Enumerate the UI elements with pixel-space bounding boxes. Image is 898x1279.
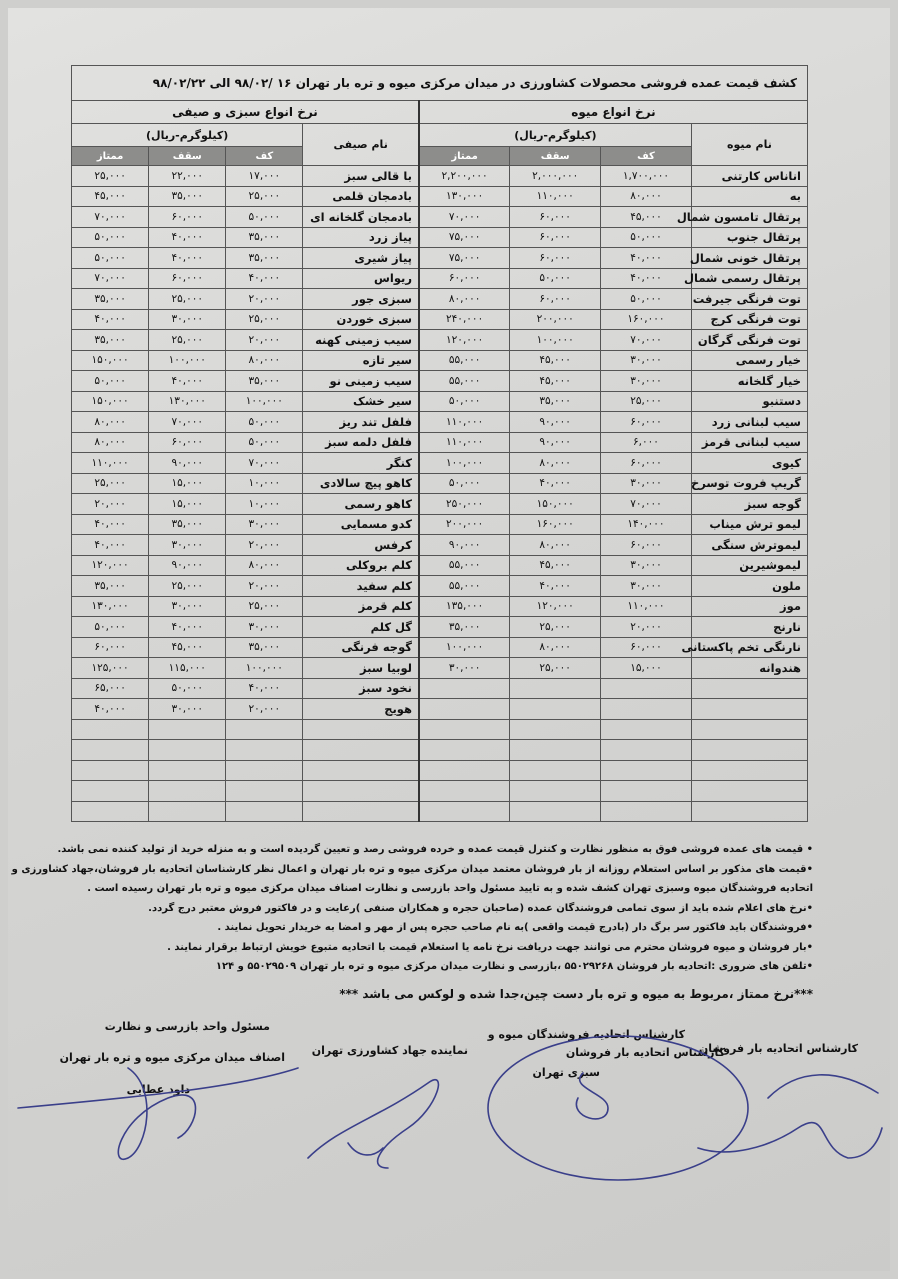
fruit-name: ملون bbox=[691, 576, 807, 597]
fruit-price-premium: ۲۴۰,۰۰۰ bbox=[419, 309, 510, 330]
fruit-price-low: ۶۰,۰۰۰ bbox=[601, 637, 692, 658]
fruit-price-low: ۲۰,۰۰۰ bbox=[601, 617, 692, 638]
fruit-price-low: ۵۰,۰۰۰ bbox=[601, 227, 692, 248]
fruit-price-premium: ۳۰,۰۰۰ bbox=[419, 658, 510, 679]
veg-name: گوجه فرنگی bbox=[303, 637, 419, 658]
veg-name-header: نام صیفی bbox=[303, 124, 419, 166]
fruit-price-high: ۲۵,۰۰۰ bbox=[510, 617, 601, 638]
veg-price-premium: ۴۰,۰۰۰ bbox=[72, 309, 149, 330]
fruit-price-high: ۴۵,۰۰۰ bbox=[510, 555, 601, 576]
veg-price-premium: ۵۰,۰۰۰ bbox=[72, 617, 149, 638]
fruit-price-low: ۳۰,۰۰۰ bbox=[601, 371, 692, 392]
veg-price-high: ۱۱۵,۰۰۰ bbox=[149, 658, 226, 679]
fruit-price-low: ۲۵,۰۰۰ bbox=[601, 391, 692, 412]
fruit-price-premium: ۱۱۰,۰۰۰ bbox=[419, 412, 510, 433]
veg-price-low: ۲۰,۰۰۰ bbox=[226, 535, 303, 556]
veg-price-high: ۱۵,۰۰۰ bbox=[149, 494, 226, 515]
fruit-name: سیب لبنانی زرد bbox=[691, 412, 807, 433]
veg-price-premium: ۱۳۰,۰۰۰ bbox=[72, 596, 149, 617]
note-line: •نرخ های اعلام شده باید از سوی تمامی فروشندگان عمده (صاحبان حجره و همکاران صنفی )رعایت و در فاکتور فروش معتبر درج گردد. bbox=[148, 902, 813, 914]
veg-price-premium: ۷۰,۰۰۰ bbox=[72, 207, 149, 228]
fruit-price-low: ۶۰,۰۰۰ bbox=[601, 412, 692, 433]
fruit-name: هندوانه bbox=[691, 658, 807, 679]
veg-price-low: ۳۰,۰۰۰ bbox=[226, 617, 303, 638]
fruit-name: توت فرنگی جیرفت bbox=[691, 289, 807, 310]
veg-price-premium: ۷۰,۰۰۰ bbox=[72, 268, 149, 289]
veg-price-premium: ۴۰,۰۰۰ bbox=[72, 514, 149, 535]
veg-price-high: ۲۵,۰۰۰ bbox=[149, 576, 226, 597]
fruit-price-premium: ۱۰۰,۰۰۰ bbox=[419, 637, 510, 658]
veg-name: لوبیا سبز bbox=[303, 658, 419, 679]
fruit-price-high: ۶۰,۰۰۰ bbox=[510, 248, 601, 269]
fruit-name: به bbox=[691, 186, 807, 207]
veg-name: بادمجان قلمی bbox=[303, 186, 419, 207]
fruit-grade-low: کف bbox=[601, 147, 692, 166]
premium-grade-note: ***نرخ ممتاز ،مربوط به میوه و تره بار دست چین،جدا شده و لوکس می باشد *** bbox=[339, 986, 813, 1001]
veg-price-premium: ۳۵,۰۰۰ bbox=[72, 289, 149, 310]
veg-price-premium: ۱۲۰,۰۰۰ bbox=[72, 555, 149, 576]
fruit-name: نارنگی تخم پاکستانی bbox=[691, 637, 807, 658]
fruit-name: گریپ فروت توسرخ bbox=[691, 473, 807, 494]
fruit-price-premium: ۷۵,۰۰۰ bbox=[419, 227, 510, 248]
fruit-name: اناناس کارتنی bbox=[691, 166, 807, 187]
fruit-name: توت فرنگی گرگان bbox=[691, 330, 807, 351]
veg-price-low: ۵۰,۰۰۰ bbox=[226, 207, 303, 228]
veg-name: سیب زمینی کهنه bbox=[303, 330, 419, 351]
fruit-name: پرتقال تامسون شمال bbox=[691, 207, 807, 228]
fruit-price-high: ۸۰,۰۰۰ bbox=[510, 637, 601, 658]
veg-name: کلم بروکلی bbox=[303, 555, 419, 576]
fruit-price-low: ۷۰,۰۰۰ bbox=[601, 330, 692, 351]
veg-price-high: ۱۳۰,۰۰۰ bbox=[149, 391, 226, 412]
fruit-name: گوجه سبز bbox=[691, 494, 807, 515]
fruit-grade-high: سقف bbox=[510, 147, 601, 166]
veg-price-high: ۶۰,۰۰۰ bbox=[149, 207, 226, 228]
sig-inspection-title: مسئول واحد بازرسی و نظارت bbox=[104, 1020, 270, 1033]
veg-price-low: ۲۰,۰۰۰ bbox=[226, 289, 303, 310]
fruit-price-high: ۲۵,۰۰۰ bbox=[510, 658, 601, 679]
fruit-price-premium: ۳۵,۰۰۰ bbox=[419, 617, 510, 638]
fruit-price-high: ۵۰,۰۰۰ bbox=[510, 268, 601, 289]
fruit-price-high: ۱۲۰,۰۰۰ bbox=[510, 596, 601, 617]
veg-name: سیب زمینی نو bbox=[303, 371, 419, 392]
veg-price-low: ۳۵,۰۰۰ bbox=[226, 637, 303, 658]
veg-price-low: ۲۵,۰۰۰ bbox=[226, 186, 303, 207]
veg-price-premium: ۳۵,۰۰۰ bbox=[72, 576, 149, 597]
fruit-name: پرتقال خونی شمال bbox=[691, 248, 807, 269]
fruit-price-high: ۶۰,۰۰۰ bbox=[510, 207, 601, 228]
fruit-price-premium: ۲۰۰,۰۰۰ bbox=[419, 514, 510, 535]
veg-price-low: ۷۰,۰۰۰ bbox=[226, 453, 303, 474]
veg-price-high: ۲۲,۰۰۰ bbox=[149, 166, 226, 187]
fruit-price-high: ۶۰,۰۰۰ bbox=[510, 289, 601, 310]
veg-price-low: ۱۰۰,۰۰۰ bbox=[226, 391, 303, 412]
veg-price-low: ۵۰,۰۰۰ bbox=[226, 432, 303, 453]
veg-name: فلفل دلمه سبز bbox=[303, 432, 419, 453]
fruit-price-premium: ۹۰,۰۰۰ bbox=[419, 535, 510, 556]
fruit-price-high: ۴۰,۰۰۰ bbox=[510, 473, 601, 494]
fruit-unit-header: (کیلوگرم-ریال) bbox=[419, 124, 691, 147]
sig-wholesalers-union: کارشناس اتحادیه بار فروشان bbox=[698, 1042, 858, 1055]
fruit-price-premium: ۱۰۰,۰۰۰ bbox=[419, 453, 510, 474]
veg-price-high: ۳۰,۰۰۰ bbox=[149, 309, 226, 330]
fruit-name: پرتقال رسمی شمال bbox=[691, 268, 807, 289]
veg-price-low: ۴۰,۰۰۰ bbox=[226, 678, 303, 699]
fruit-price-low: ۱۶۰,۰۰۰ bbox=[601, 309, 692, 330]
veg-name: بادمجان گلخانه ای bbox=[303, 207, 419, 228]
veg-price-premium: ۴۵,۰۰۰ bbox=[72, 186, 149, 207]
fruit-name: پرتقال جنوب bbox=[691, 227, 807, 248]
handwritten-signatures bbox=[8, 8, 890, 1271]
veg-price-high: ۴۰,۰۰۰ bbox=[149, 227, 226, 248]
veg-name: نخود سبز bbox=[303, 678, 419, 699]
fruit-price-high: ۴۵,۰۰۰ bbox=[510, 350, 601, 371]
fruit-price-high: ۸۰,۰۰۰ bbox=[510, 535, 601, 556]
page-title: کشف قیمت عمده فروشی محصولات کشاورزی در میدان مرکزی میوه و تره بار تهران ۱۶ /۹۸/۰۲ الی ۹۸/۰۲/۲۲ bbox=[72, 66, 808, 101]
veg-name: سبزی خوردن bbox=[303, 309, 419, 330]
fruit-name: لیموترش سنگی bbox=[691, 535, 807, 556]
veg-name: ریواس bbox=[303, 268, 419, 289]
veg-price-high: ۳۰,۰۰۰ bbox=[149, 699, 226, 720]
fruit-price-premium: ۵۵,۰۰۰ bbox=[419, 555, 510, 576]
veg-price-high: ۲۵,۰۰۰ bbox=[149, 330, 226, 351]
veg-section-heading: نرخ انواع سبزی و صیفی bbox=[72, 101, 419, 124]
veg-price-premium: ۱۵۰,۰۰۰ bbox=[72, 391, 149, 412]
veg-price-low: ۸۰,۰۰۰ bbox=[226, 555, 303, 576]
veg-name: کاهو پیچ سالادی bbox=[303, 473, 419, 494]
veg-grade-low: کف bbox=[226, 147, 303, 166]
fruit-price-low: ۴۵,۰۰۰ bbox=[601, 207, 692, 228]
veg-price-low: ۲۰,۰۰۰ bbox=[226, 330, 303, 351]
veg-price-high: ۶۰,۰۰۰ bbox=[149, 268, 226, 289]
fruit-price-high: ۱۱۰,۰۰۰ bbox=[510, 186, 601, 207]
veg-name: سبزی جور bbox=[303, 289, 419, 310]
veg-price-low: ۴۰,۰۰۰ bbox=[226, 268, 303, 289]
fruit-price-premium: ۵۵,۰۰۰ bbox=[419, 350, 510, 371]
fruit-price-high: ۲,۰۰۰,۰۰۰ bbox=[510, 166, 601, 187]
sig-agriculture-rep: نماینده جهاد کشاورزی تهران bbox=[311, 1044, 468, 1057]
veg-name: سیر خشک bbox=[303, 391, 419, 412]
veg-price-premium: ۳۵,۰۰۰ bbox=[72, 330, 149, 351]
fruit-price-premium: ۲۵۰,۰۰۰ bbox=[419, 494, 510, 515]
fruit-price-high: ۹۰,۰۰۰ bbox=[510, 432, 601, 453]
veg-name: کنگر bbox=[303, 453, 419, 474]
fruit-name: خیار گلخانه bbox=[691, 371, 807, 392]
veg-price-premium: ۲۵,۰۰۰ bbox=[72, 166, 149, 187]
veg-price-premium: ۶۵,۰۰۰ bbox=[72, 678, 149, 699]
veg-price-high: ۶۰,۰۰۰ bbox=[149, 432, 226, 453]
veg-price-high: ۹۰,۰۰۰ bbox=[149, 555, 226, 576]
veg-name: سیر تازه bbox=[303, 350, 419, 371]
fruit-price-low: ۶۰,۰۰۰ bbox=[601, 453, 692, 474]
veg-price-premium: ۴۰,۰۰۰ bbox=[72, 699, 149, 720]
fruit-price-low: ۱۵,۰۰۰ bbox=[601, 658, 692, 679]
veg-price-low: ۲۵,۰۰۰ bbox=[226, 596, 303, 617]
veg-price-low: ۸۰,۰۰۰ bbox=[226, 350, 303, 371]
note-line: •تلفن های ضروری :اتحادیه بار فروشان ۵۵۰۲۹۲۶۸ ،بازرسی و نظارت میدان مرکزی میوه و تره بار تهران ۵۵۰۲۹۵۰۹ و ۱۲۴ bbox=[215, 961, 813, 972]
veg-price-premium: ۶۰,۰۰۰ bbox=[72, 637, 149, 658]
fruit-price-high: ۴۰,۰۰۰ bbox=[510, 576, 601, 597]
veg-price-premium: ۱۱۰,۰۰۰ bbox=[72, 453, 149, 474]
fruit-price-low: ۱۴۰,۰۰۰ bbox=[601, 514, 692, 535]
note-line: •فروشندگان باید فاکتور سر برگ دار (بادرج قیمت واقعی )به نام صاحب حجره پس از مهر و امضا به خریدار تحویل نمایند . bbox=[217, 922, 813, 933]
note-line: •قیمت های مذکور بر اساس استعلام روزانه از بار فروشان معتمد میدان مرکزی میوه و تره بار تهران و اعمال نظر کارشناسان اتحادیه بار فروشان،جهاد کشاورزی و bbox=[11, 863, 813, 875]
fruit-price-low: ۳۰,۰۰۰ bbox=[601, 555, 692, 576]
fruit-name: سیب لبنانی قرمز bbox=[691, 432, 807, 453]
veg-name: کلم سفید bbox=[303, 576, 419, 597]
veg-price-premium: ۴۰,۰۰۰ bbox=[72, 535, 149, 556]
fruit-price-high: ۲۰۰,۰۰۰ bbox=[510, 309, 601, 330]
veg-price-low: ۳۵,۰۰۰ bbox=[226, 248, 303, 269]
fruit-price-premium: ۱۳۰,۰۰۰ bbox=[419, 186, 510, 207]
veg-price-premium: ۲۵,۰۰۰ bbox=[72, 473, 149, 494]
veg-price-low: ۳۵,۰۰۰ bbox=[226, 227, 303, 248]
fruit-price-premium: ۷۵,۰۰۰ bbox=[419, 248, 510, 269]
veg-price-low: ۵۰,۰۰۰ bbox=[226, 412, 303, 433]
veg-name: کاهو رسمی bbox=[303, 494, 419, 515]
fruit-price-high: ۶۰,۰۰۰ bbox=[510, 227, 601, 248]
fruit-price-premium: ۸۰,۰۰۰ bbox=[419, 289, 510, 310]
fruit-price-premium: ۵۰,۰۰۰ bbox=[419, 391, 510, 412]
sig-wholesalers-union-2: کارشناس اتحادیه بار فروشان bbox=[565, 1046, 725, 1059]
sig-grocers-union-line2: سبزی تهران bbox=[532, 1066, 600, 1079]
veg-price-high: ۴۰,۰۰۰ bbox=[149, 248, 226, 269]
veg-price-high: ۳۰,۰۰۰ bbox=[149, 535, 226, 556]
veg-price-premium: ۸۰,۰۰۰ bbox=[72, 412, 149, 433]
fruit-price-premium: ۵۰,۰۰۰ bbox=[419, 473, 510, 494]
fruit-price-high: ۳۵,۰۰۰ bbox=[510, 391, 601, 412]
fruit-price-premium: ۷۰,۰۰۰ bbox=[419, 207, 510, 228]
fruit-name: کیوی bbox=[691, 453, 807, 474]
fruit-name: لیموشیرین bbox=[691, 555, 807, 576]
fruit-price-low: ۴۰,۰۰۰ bbox=[601, 248, 692, 269]
veg-price-high: ۳۵,۰۰۰ bbox=[149, 186, 226, 207]
veg-price-low: ۱۷,۰۰۰ bbox=[226, 166, 303, 187]
veg-price-high: ۳۵,۰۰۰ bbox=[149, 514, 226, 535]
veg-price-low: ۲۵,۰۰۰ bbox=[226, 309, 303, 330]
fruit-price-low: ۱,۷۰۰,۰۰۰ bbox=[601, 166, 692, 187]
sig-inspection-org: اصناف میدان مرکزی میوه و تره بار تهران bbox=[59, 1051, 285, 1064]
veg-name: پیاز زرد bbox=[303, 227, 419, 248]
veg-price-high: ۹۰,۰۰۰ bbox=[149, 453, 226, 474]
veg-price-low: ۱۰,۰۰۰ bbox=[226, 473, 303, 494]
fruit-price-premium: ۵۵,۰۰۰ bbox=[419, 576, 510, 597]
veg-price-premium: ۸۰,۰۰۰ bbox=[72, 432, 149, 453]
veg-name: گل کلم bbox=[303, 617, 419, 638]
veg-name: پیاز شیری bbox=[303, 248, 419, 269]
fruit-price-high: ۸۰,۰۰۰ bbox=[510, 453, 601, 474]
veg-price-premium: ۵۰,۰۰۰ bbox=[72, 227, 149, 248]
veg-price-premium: ۲۰,۰۰۰ bbox=[72, 494, 149, 515]
veg-price-high: ۲۵,۰۰۰ bbox=[149, 289, 226, 310]
fruit-price-high: ۴۵,۰۰۰ bbox=[510, 371, 601, 392]
fruit-name: توت فرنگی کرج bbox=[691, 309, 807, 330]
fruit-price-low: ۵۰,۰۰۰ bbox=[601, 289, 692, 310]
note-line: • قیمت های عمده فروشی فوق به منظور نظارت و کنترل قیمت عمده و خرده فروشی رصد و تعیین گردیده است و به منزله خرید از تولید کننده نمی باشد. bbox=[57, 844, 813, 855]
veg-price-low: ۱۰,۰۰۰ bbox=[226, 494, 303, 515]
note-line: •بار فروشان و میوه فروشان محترم می توانند جهت دریافت نرخ نامه یا استعلام قیمت با اتحادیه متبوع خویش ارتباط برقرار نمایند . bbox=[167, 941, 813, 953]
fruit-name-header: نام میوه bbox=[691, 124, 807, 166]
fruit-price-premium: ۱۳۵,۰۰۰ bbox=[419, 596, 510, 617]
veg-name: فلفل تند ریز bbox=[303, 412, 419, 433]
veg-price-low: ۱۰۰,۰۰۰ bbox=[226, 658, 303, 679]
fruit-price-low: ۱۱۰,۰۰۰ bbox=[601, 596, 692, 617]
fruit-name: خیار رسمی bbox=[691, 350, 807, 371]
fruit-price-low: ۳۰,۰۰۰ bbox=[601, 473, 692, 494]
veg-price-low: ۳۵,۰۰۰ bbox=[226, 371, 303, 392]
fruit-price-low: ۳۰,۰۰۰ bbox=[601, 350, 692, 371]
veg-price-low: ۲۰,۰۰۰ bbox=[226, 576, 303, 597]
veg-grade-high: سقف bbox=[149, 147, 226, 166]
veg-price-premium: ۵۰,۰۰۰ bbox=[72, 248, 149, 269]
fruit-name: لیمو ترش میناب bbox=[691, 514, 807, 535]
fruit-price-low: ۶۰,۰۰۰ bbox=[601, 535, 692, 556]
veg-price-low: ۳۰,۰۰۰ bbox=[226, 514, 303, 535]
sig-grocers-union-line1: کارشناس اتحادیه فروشندگان میوه و bbox=[487, 1028, 685, 1041]
fruit-price-low: ۸۰,۰۰۰ bbox=[601, 186, 692, 207]
fruit-price-low: ۳۰,۰۰۰ bbox=[601, 576, 692, 597]
fruit-section-heading: نرخ انواع میوه bbox=[419, 101, 808, 124]
veg-price-high: ۱۰۰,۰۰۰ bbox=[149, 350, 226, 371]
veg-price-high: ۱۵,۰۰۰ bbox=[149, 473, 226, 494]
fruit-price-high: ۹۰,۰۰۰ bbox=[510, 412, 601, 433]
veg-unit-header: (کیلوگرم-ریال) bbox=[72, 124, 303, 147]
veg-name: با قالی سبز bbox=[303, 166, 419, 187]
fruit-price-low: ۷۰,۰۰۰ bbox=[601, 494, 692, 515]
document-sheet bbox=[8, 8, 890, 1271]
veg-grade-premium: ممتاز bbox=[72, 147, 149, 166]
fruit-price-premium: ۵۵,۰۰۰ bbox=[419, 371, 510, 392]
veg-price-high: ۴۰,۰۰۰ bbox=[149, 617, 226, 638]
veg-price-high: ۳۰,۰۰۰ bbox=[149, 596, 226, 617]
fruit-price-premium: ۲,۲۰۰,۰۰۰ bbox=[419, 166, 510, 187]
fruit-name: نارنج bbox=[691, 617, 807, 638]
fruit-grade-premium: ممتاز bbox=[419, 147, 510, 166]
veg-price-premium: ۵۰,۰۰۰ bbox=[72, 371, 149, 392]
veg-name: کدو مسمایی bbox=[303, 514, 419, 535]
note-line: اتحادیه فروشندگان میوه وسبزی تهران کشف شده و به تایید مسئول واحد بازرسی و نظارت اصناف میدان مرکزی میوه و تره بار تهران رسیده است . bbox=[87, 883, 813, 894]
veg-name: کلم قرمز bbox=[303, 596, 419, 617]
fruit-price-high: ۱۶۰,۰۰۰ bbox=[510, 514, 601, 535]
veg-price-premium: ۱۵۰,۰۰۰ bbox=[72, 350, 149, 371]
veg-name: کرفس bbox=[303, 535, 419, 556]
veg-price-high: ۵۰,۰۰۰ bbox=[149, 678, 226, 699]
veg-price-low: ۲۰,۰۰۰ bbox=[226, 699, 303, 720]
fruit-price-low: ۶,۰۰۰ bbox=[601, 432, 692, 453]
fruit-price-high: ۱۰۰,۰۰۰ bbox=[510, 330, 601, 351]
veg-name: هویج bbox=[303, 699, 419, 720]
veg-price-high: ۷۰,۰۰۰ bbox=[149, 412, 226, 433]
fruit-price-premium: ۱۲۰,۰۰۰ bbox=[419, 330, 510, 351]
veg-price-high: ۴۰,۰۰۰ bbox=[149, 371, 226, 392]
veg-price-high: ۴۵,۰۰۰ bbox=[149, 637, 226, 658]
fruit-price-premium: ۱۱۰,۰۰۰ bbox=[419, 432, 510, 453]
veg-price-premium: ۱۲۵,۰۰۰ bbox=[72, 658, 149, 679]
fruit-price-high: ۱۵۰,۰۰۰ bbox=[510, 494, 601, 515]
sig-inspection-person: داود عطایی bbox=[126, 1083, 190, 1096]
fruit-name: موز bbox=[691, 596, 807, 617]
fruit-price-low: ۴۰,۰۰۰ bbox=[601, 268, 692, 289]
fruit-price-premium: ۶۰,۰۰۰ bbox=[419, 268, 510, 289]
fruit-name: دستنبو bbox=[691, 391, 807, 412]
